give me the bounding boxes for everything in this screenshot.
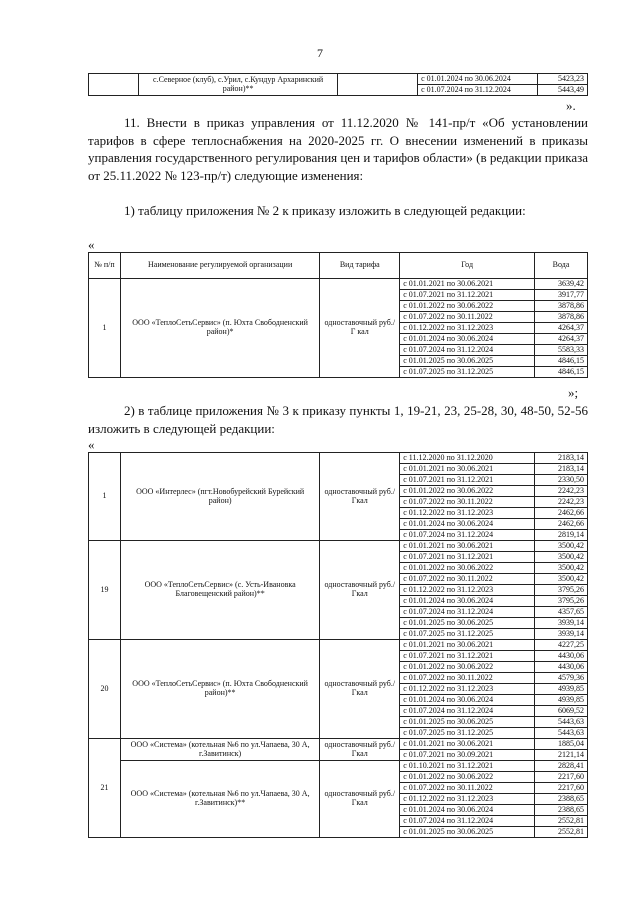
top-table-period-1: с 01.01.2024 по 30.06.2024 (418, 74, 538, 85)
table-cell-value: 4846,15 (535, 367, 588, 378)
table-cell-value: 4264,37 (535, 323, 588, 334)
table-row: с 01.07.2025 по 31.12.2025 (400, 629, 535, 640)
table-cell-value: 2388,65 (535, 805, 588, 816)
table-row: с 01.01.2024 по 30.06.2024 (400, 805, 535, 816)
table-row: с 01.01.2021 по 30.06.2021 (400, 640, 535, 651)
table-row: с 01.01.2025 по 30.06.2025 (400, 717, 535, 728)
paragraph-11: 11. Внести в приказ управления от 11.12.2020 № 141-пр/т «Об установлении тарифов в сфере теплоснабжения на 2020-2025 гг. О внесении изменений в приказы управления государственного регулирования цен и тарифов области» (в редакции приказа от 25.11.2022 № 123-пр/т) следующие изменения: (88, 115, 588, 183)
table-row: с 01.01.2022 по 30.06.2022 (400, 486, 535, 497)
group-19-tariff: одноставочный руб./Гкал (320, 541, 400, 640)
table-row: с 01.01.2024 по 30.06.2024 (400, 596, 535, 607)
table-row: с 01.01.2024 по 30.06.2024 (400, 519, 535, 530)
table-row: с 01.01.2025 по 30.06.2025 (400, 356, 535, 367)
group-19-org: ООО «ТеплоСетьСервис» (с. Усть-Ивановка Благовещенский район)** (120, 541, 319, 640)
table-2-header-num: № п/п (89, 253, 121, 279)
table-cell-value: 3795,26 (535, 596, 588, 607)
table-cell-value: 2183,14 (535, 453, 588, 464)
paragraph-1: 1) таблицу приложения № 2 к приказу изложить в следующей редакции: (124, 203, 526, 218)
table-2-row-tariff: одноставочный руб./Г кал (320, 279, 400, 378)
table-row: с 01.01.2025 по 30.06.2025 (400, 827, 535, 838)
table-cell-value: 4430,06 (535, 651, 588, 662)
table-2-row-num: 1 (89, 279, 121, 378)
table-row: с 01.07.2025 по 31.12.2025 (400, 367, 535, 378)
table-row: с 01.01.2021 по 30.06.2021 (400, 279, 535, 290)
table-cell-value: 2462,66 (535, 508, 588, 519)
table-row: с 01.01.2021 по 30.06.2021 (400, 739, 535, 750)
table-row: с 01.01.2025 по 30.06.2025 (400, 618, 535, 629)
table-cell-value: 3500,42 (535, 563, 588, 574)
table-row: с 01.07.2022 по 30.11.2022 (400, 497, 535, 508)
table-row: с 01.10.2021 по 31.12.2021 (400, 761, 535, 772)
table-cell-value: 6069,52 (535, 706, 588, 717)
table-row: с 01.07.2022 по 30.11.2022 (400, 783, 535, 794)
table-cell-value: 4357,65 (535, 607, 588, 618)
table-row: с 01.07.2021 по 31.12.2021 (400, 290, 535, 301)
group-21-tariff-b: одноставочный руб./Гкал (320, 761, 400, 838)
table-cell-value: 4264,37 (535, 334, 588, 345)
open-quote-2: « (88, 437, 95, 452)
table-row: с 01.07.2025 по 31.12.2025 (400, 728, 535, 739)
group-21-num: 21 (89, 739, 121, 838)
table-row: с 01.07.2024 по 31.12.2024 (400, 816, 535, 827)
group-21-tariff-a: одноставочный руб./Гкал (320, 739, 400, 761)
table-2-header-year: Год (400, 253, 535, 279)
table-cell-value: 3939,14 (535, 629, 588, 640)
group-21-org-a: ООО «Система» (котельная №6 по ул.Чапаева, 30 А, г.Завитинск) (120, 739, 319, 761)
top-table-value-1: 5423,23 (538, 74, 588, 85)
table-row: с 01.12.2022 по 31.12.2023 (400, 508, 535, 519)
table-cell-value: 3639,42 (535, 279, 588, 290)
group-21-org-b: ООО «Система» (котельная №6 по ул.Чапаева, 30 А, г.Завитинск)** (120, 761, 319, 838)
table-cell-value: 3795,26 (535, 585, 588, 596)
table-2-header-tariff: Вид тарифа (320, 253, 400, 279)
table-cell-value: 4939,85 (535, 684, 588, 695)
table-row: с 01.01.2021 по 30.06.2021 (400, 541, 535, 552)
group-20-num: 20 (89, 640, 121, 739)
table-cell-value: 2819,14 (535, 530, 588, 541)
table-cell-value: 2217,60 (535, 772, 588, 783)
top-table-period-2: с 01.07.2024 по 31.12.2024 (418, 85, 538, 96)
table-2-header-org: Наименование регулируемой организации (120, 253, 319, 279)
table-row: с 01.12.2022 по 31.12.2023 (400, 684, 535, 695)
table-cell-value: 2462,66 (535, 519, 588, 530)
table-row: с 11.12.2020 по 31.12.2020 (400, 453, 535, 464)
table-cell-value: 2828,41 (535, 761, 588, 772)
table-row: с 01.07.2024 по 31.12.2024 (400, 530, 535, 541)
table-row: с 01.07.2024 по 31.12.2024 (400, 706, 535, 717)
table-row: с 01.01.2022 по 30.06.2022 (400, 563, 535, 574)
table-cell-value: 2242,23 (535, 497, 588, 508)
group-1-tariff: одноставочный руб./Гкал (320, 453, 400, 541)
table-row: с 01.01.2022 по 30.06.2022 (400, 662, 535, 673)
table-row: с 01.07.2021 по 31.12.2021 (400, 651, 535, 662)
table-row: с 01.07.2022 по 30.11.2022 (400, 312, 535, 323)
table-row: с 01.07.2021 по 31.12.2021 (400, 552, 535, 563)
table-cell-value: 2183,14 (535, 464, 588, 475)
table-cell-value: 3500,42 (535, 552, 588, 563)
group-19-num: 19 (89, 541, 121, 640)
table-cell-value: 5443,63 (535, 717, 588, 728)
table-row: с 01.07.2024 по 31.12.2024 (400, 607, 535, 618)
close-quote-2: »; (568, 385, 579, 400)
group-1-org: ООО «Интерлес» (пгт.Новобурейский Бурейский район) (120, 453, 319, 541)
table-cell-value: 2552,81 (535, 816, 588, 827)
table-cell-value: 2330,50 (535, 475, 588, 486)
table-row: с 01.01.2022 по 30.06.2022 (400, 772, 535, 783)
table-row: с 01.07.2021 по 30.09.2021 (400, 750, 535, 761)
table-cell-value: 2552,81 (535, 827, 588, 838)
table-cell-value: 1885,04 (535, 739, 588, 750)
table-cell-value: 2217,60 (535, 783, 588, 794)
table-2-row-org: ООО «ТеплоСетьСервис» (п. Юхта Свободненский район)* (120, 279, 319, 378)
group-20-tariff: одноставочный руб./Гкал (320, 640, 400, 739)
table-cell-value: 3939,14 (535, 618, 588, 629)
group-1-num: 1 (89, 453, 121, 541)
table-cell-value: 4846,15 (535, 356, 588, 367)
table-row: с 01.07.2022 по 30.11.2022 (400, 673, 535, 684)
close-quote-1: ». (566, 98, 576, 113)
table-cell-value: 5443,63 (535, 728, 588, 739)
table-cell-value: 3878,86 (535, 312, 588, 323)
paragraph-2: 2) в таблице приложения № 3 к приказу пункты 1, 19-21, 23, 25-28, 30, 48-50, 52-56 изложить в следующей редакции: (88, 403, 588, 436)
top-table-org: с.Северное (клуб), с.Урил, с.Кундур Архаринский район)** (138, 74, 338, 96)
table-row: с 01.07.2024 по 31.12.2024 (400, 345, 535, 356)
table-row: с 01.01.2022 по 30.06.2022 (400, 301, 535, 312)
table-cell-value: 3917,77 (535, 290, 588, 301)
table-cell-value: 2242,23 (535, 486, 588, 497)
table-cell-value: 3500,42 (535, 574, 588, 585)
table-row: с 01.12.2022 по 31.12.2023 (400, 585, 535, 596)
open-quote-1: « (88, 237, 95, 252)
table-row: с 01.12.2022 по 31.12.2023 (400, 794, 535, 805)
table-2 (88, 252, 588, 378)
table-cell-value: 3878,86 (535, 301, 588, 312)
table-3 (88, 452, 588, 838)
table-cell-value: 5583,33 (535, 345, 588, 356)
top-table (88, 73, 588, 96)
table-row: с 01.07.2021 по 31.12.2021 (400, 475, 535, 486)
table-row: с 01.07.2022 по 30.11.2022 (400, 574, 535, 585)
table-cell-value: 4430,06 (535, 662, 588, 673)
page-number: 7 (317, 46, 323, 60)
table-cell-value: 2388,65 (535, 794, 588, 805)
table-2-header-water: Вода (535, 253, 588, 279)
table-row: с 01.01.2024 по 30.06.2024 (400, 695, 535, 706)
table-row: с 01.12.2022 по 31.12.2023 (400, 323, 535, 334)
table-row: с 01.01.2024 по 30.06.2024 (400, 334, 535, 345)
table-cell-value: 3500,42 (535, 541, 588, 552)
table-row: с 01.01.2021 по 30.06.2021 (400, 464, 535, 475)
table-cell-value: 4227,25 (535, 640, 588, 651)
group-20-org: ООО «ТеплоСетьСервис» (п. Юхта Свободненский район)** (120, 640, 319, 739)
table-cell-value: 4939,85 (535, 695, 588, 706)
table-cell-value: 4579,36 (535, 673, 588, 684)
top-table-value-2: 5443,49 (538, 85, 588, 96)
table-cell-value: 2121,14 (535, 750, 588, 761)
